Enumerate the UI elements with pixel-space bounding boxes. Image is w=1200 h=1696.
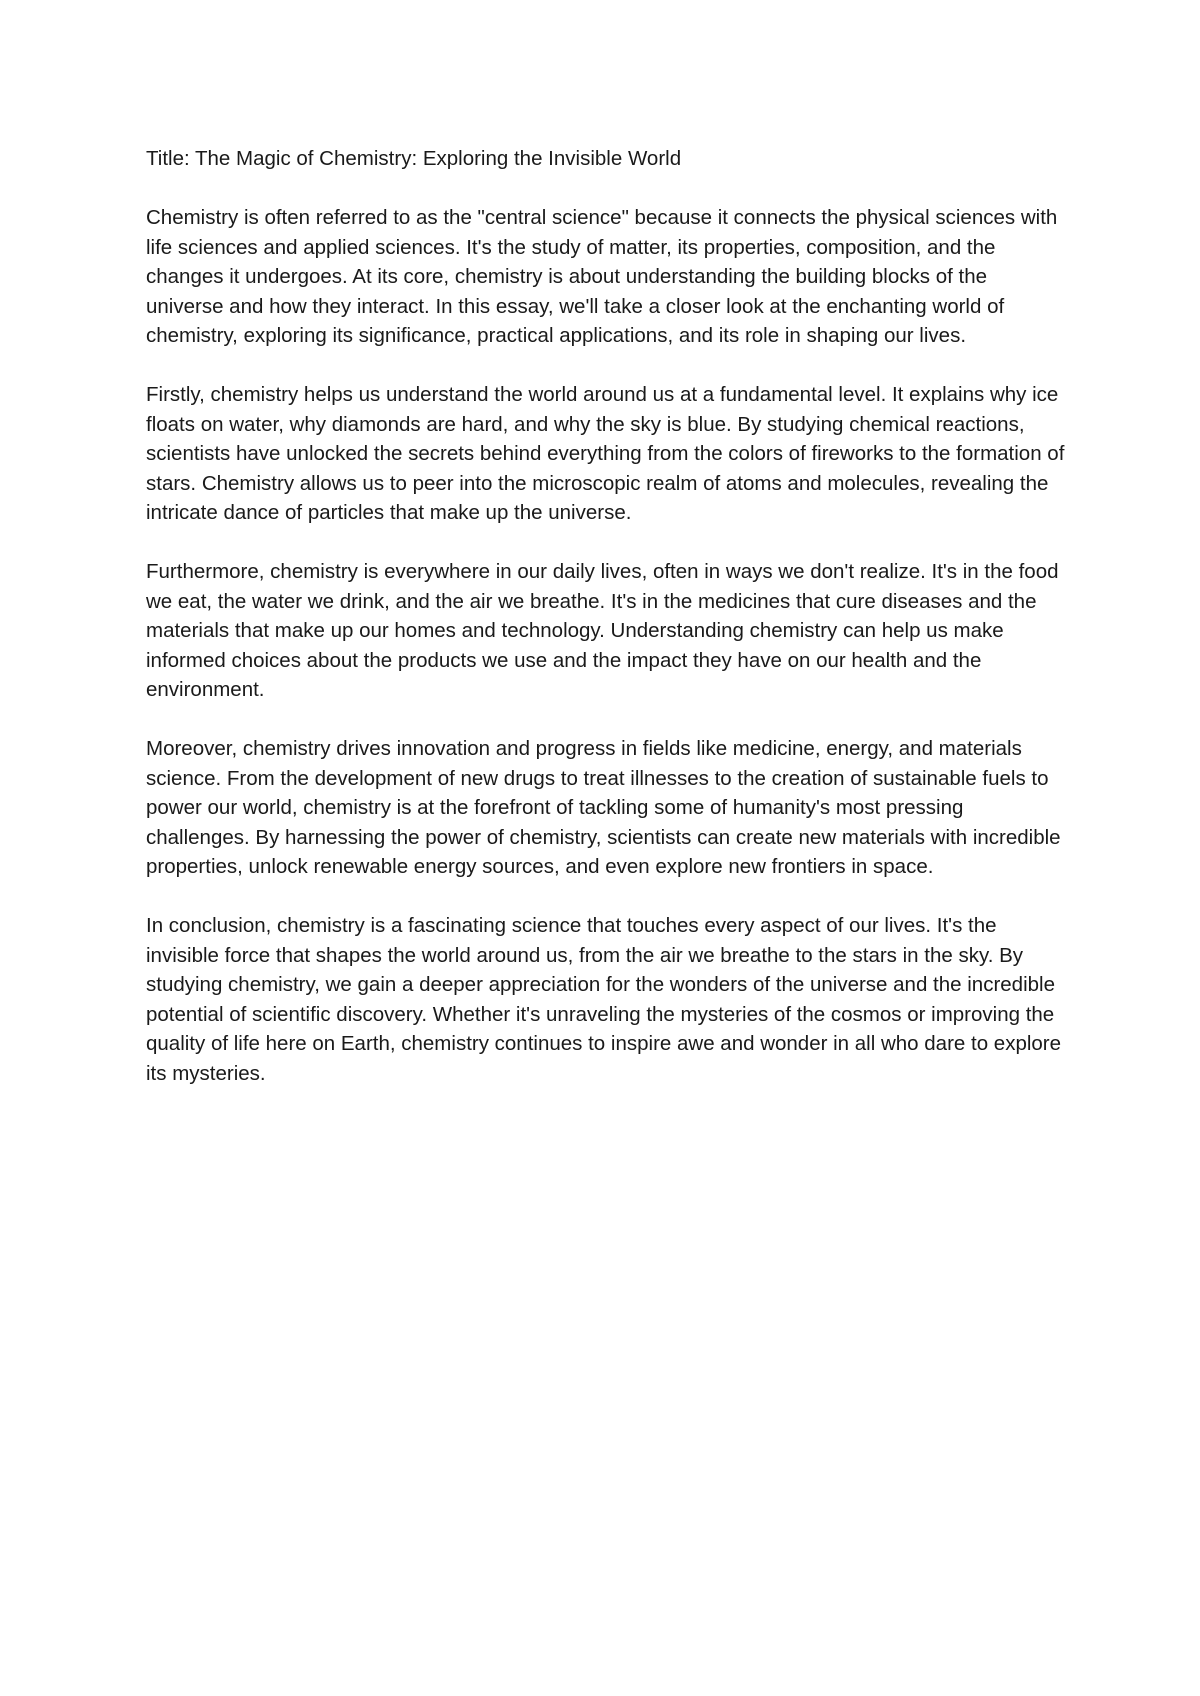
paragraph-conclusion: In conclusion, chemistry is a fascinating science that touches every aspect of our lives. It's the invisible force that shapes the world around us, from the air we breathe to the stars in the sky. By studying chemistry, we gain a deeper appreciation for the wonders of the universe and the incredible potential of scientific discovery. Whether it's unraveling the mysteries of the cosmos or improving the quality of life here on Earth, chemistry continues to inspire awe and wonder in all who dare to explore its mysteries. (146, 914, 1062, 1085)
document-body (146, 144, 1066, 1118)
paragraph-furthermore: Furthermore, chemistry is everywhere in our daily lives, often in ways we don't realize. It's in the food we eat, the water we drink, and the air we breathe. It's in the medicines that cure diseases and the materials that make up our homes and technology. Understanding chemistry can help us make informed choices about the products we use and the impact they have on our health and the environment. (146, 560, 1059, 701)
paragraph-intro: Chemistry is often referred to as the "central science" because it connects the physical sciences with life sciences and applied sciences. It's the study of matter, its properties, composition, and the changes it undergoes. At its core, chemistry is about understanding the building blocks of the universe and how they interact. In this essay, we'll take a closer look at the enchanting world of chemistry, exploring its significance, practical applications, and its role in shaping our lives. (146, 206, 1058, 347)
paragraph-firstly: Firstly, chemistry helps us understand the world around us at a fundamental level. It explains why ice floats on water, why diamonds are hard, and why the sky is blue. By studying chemical reactions, scientists have unlocked the secrets behind everything from the colors of fireworks to the formation of stars. Chemistry allows us to peer into the microscopic realm of atoms and molecules, revealing the intricate dance of particles that make up the universe. (146, 383, 1065, 524)
document-title: Title: The Magic of Chemistry: Exploring the Invisible World (146, 147, 682, 170)
paragraph-moreover: Moreover, chemistry drives innovation and progress in fields like medicine, energy, and materials science. From the development of new drugs to treat illnesses to the creation of sustainable fuels to power our world, chemistry is at the forefront of tackling some of humanity's most pressing challenges. By harnessing the power of chemistry, scientists can create new materials with incredible properties, unlock renewable energy sources, and even explore new frontiers in space. (146, 737, 1061, 878)
